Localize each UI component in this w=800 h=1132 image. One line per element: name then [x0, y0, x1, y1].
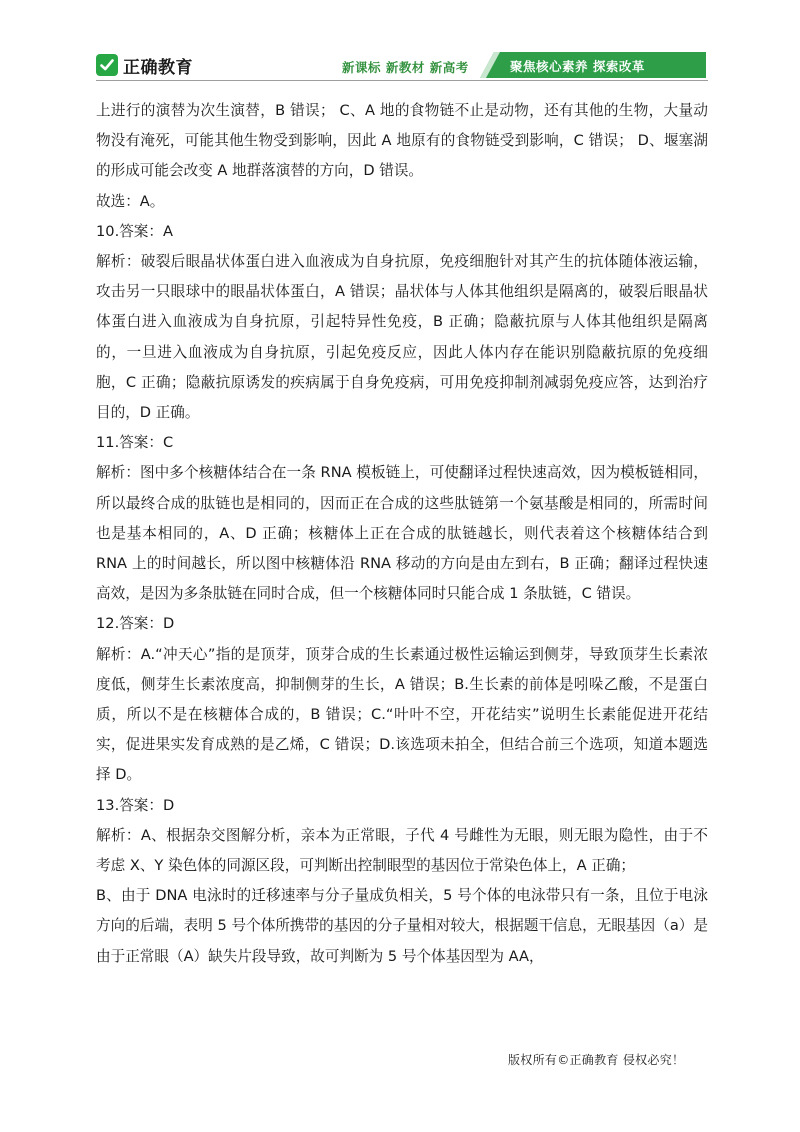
header-slogan-left: 新课标 新教材 新高考	[342, 60, 469, 75]
explanation: 解析：A.“冲天心”指的是顶芽，顶芽合成的生长素通过极性运输运到侧芽，导致顶芽生长素浓度低，侧芽生长素浓度高，抑制侧芽的生长，A 错误；B.生长素的前体是吲哚乙酸，不是蛋白质，所以不是在核糖体合成的，B 错误；C.“叶叶不空，开花结实”说明生长素能促进开花结实，促进果实发育成熟的是乙烯，C 错误；D.该选项未拍全，但结合前三个选项，知道本题选择 D。	[96, 645, 708, 784]
copyright-footer: 版权所有©正确教育 侵权必究！	[508, 1053, 685, 1067]
explanation: 解析：破裂后眼晶状体蛋白进入血液成为自身抗原，免疫细胞针对其产生的抗体随体液运输，攻击另一只眼球中的眼晶状体蛋白，A 错误；晶状体与人体其他组织是隔离的，破裂后眼晶状体蛋白进入血液成为自身抗原，引起特异性免疫，B 正确；隐蔽抗原与人体其他组织是隔离的，一旦进入血液成为自身抗原，引起免疫反应，因此人体内存在能识别隐蔽抗原的免疫细胞，C 正确；隐蔽抗原诱发的疾病属于自身免疫病，可用免疫抑制剂减弱免疫应答，达到治疗目的，D 正确。	[96, 253, 708, 422]
explanation: B、由于 DNA 电泳时的迁移速率与分子量成负相关，5 号个体的电泳带只有一条，且位于电泳方向的后端，表明 5 号个体所携带的基因的分子量相对较大，根据题干信息，无眼基因（a）是由于正常眼（A）缺失片段导致，故可判断为 5 号个体基因型为 AA，	[96, 887, 708, 965]
brand-logo	[96, 52, 193, 78]
header-slogan-right: 聚焦核心素养 探索改革	[510, 59, 645, 74]
paragraph: 上进行的演替为次生演替，B 错误； C、A 地的食物链不止是动物，还有其他的生物，大量动物没有淹死，可能其他生物受到影响，因此 A 地原有的食物链受到影响，C 错误； D、堰塞湖的形成可能会改变 A 地群落演替的方向，D 错误。	[96, 102, 708, 180]
explanation: 解析：A、根据杂交图解分析，亲本为正常眼，子代 4 号雌性为无眼，则无眼为隐性，由于不考虑 X、Y 染色体的同源区段，可判断出控制眼型的基因位于常染色体上，A 正确；	[96, 826, 708, 875]
checkmark-icon	[96, 54, 118, 76]
page-header	[0, 0, 800, 82]
header-divider	[96, 80, 708, 81]
logo-text: 正确教育	[123, 57, 193, 78]
answer-heading: 12.答案：D	[96, 615, 175, 633]
answer-heading: 11.答案：C	[96, 434, 174, 452]
explanation: 解析：图中多个核糖体结合在一条 RNA 模板链上，可使翻译过程快速高效，因为模板链相同，所以最终合成的肽链也是相同的，因而正在合成的这些肽链第一个氨基酸是相同的，所需时间也是基本相同的，A、D 正确；核糖体上正在合成的肽链越长，则代表着这个核糖体结合到 RNA 上的时间越长，所以图中核糖体沿 RNA 移动的方向是由左到右，B 正确；翻译过程快速高效，是因为多条肽链在同时合成，但一个核糖体同时只能合成 1 条肽链，C 错误。	[96, 464, 708, 603]
answer-heading: 13.答案：D	[96, 796, 175, 814]
paragraph: 故选：A。	[96, 192, 165, 210]
document-body	[96, 96, 708, 972]
answer-heading: 10.答案：A	[96, 222, 173, 240]
